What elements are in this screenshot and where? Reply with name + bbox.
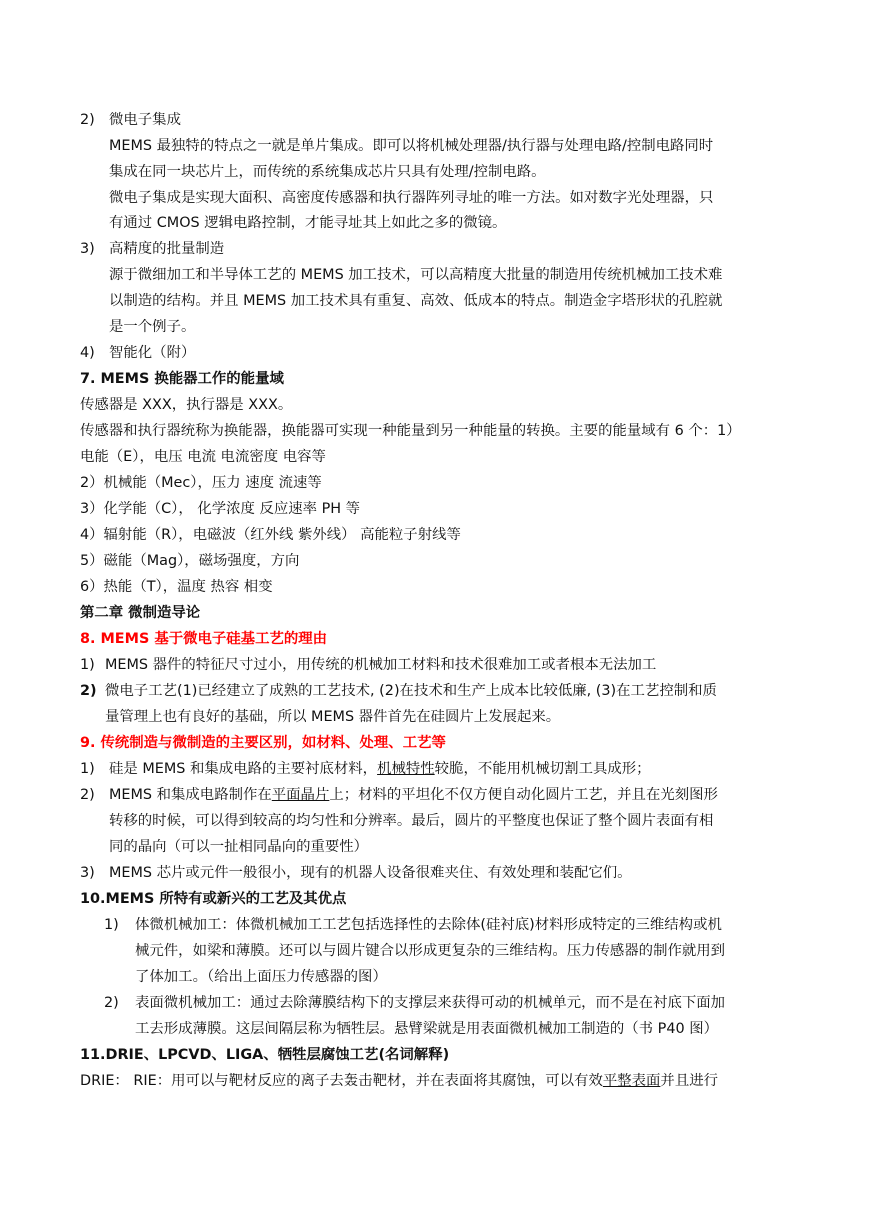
- paragraph-line: 了体加工。（给出上面压力传感器的图）: [135, 969, 387, 985]
- item-number: 1): [104, 917, 119, 933]
- section-heading-9: 9. 传统制造与微制造的主要区别，如材料、处理、工艺等: [80, 735, 446, 751]
- paragraph-line: 以制造的结构。并且 MEMS 加工技术具有重复、高效、低成本的特点。制造金字塔形状的孔腔就: [109, 293, 723, 309]
- item-number: 1): [80, 761, 95, 777]
- paragraph-line: MEMS 器件的特征尺寸过小，用传统的机械加工材料和技术很难加工或者根本无法加工: [105, 657, 657, 673]
- text-run: 较脆，不能用机械切割工具成形；: [434, 761, 651, 777]
- paragraph-line: 转移的时候，可以得到较高的均匀性和分辨率。最后，圆片的平整度也保证了整个圆片表面有相: [109, 813, 714, 829]
- paragraph-line: [109, 759, 651, 779]
- item-number: 4): [80, 345, 95, 361]
- section-heading-10: 10.MEMS 所特有或新兴的工艺及其优点: [80, 891, 347, 907]
- item-title: 高精度的批量制造: [109, 241, 225, 257]
- item-number: 2): [80, 787, 95, 803]
- paragraph-line: MEMS 最独特的特点之一就是单片集成。即可以将机械处理器/执行器与处理电路/控制电路同时: [109, 138, 714, 154]
- text-run: 并且进行: [660, 1073, 718, 1089]
- item-number: 2): [80, 112, 95, 128]
- item-title: 微电子集成: [109, 112, 181, 128]
- paragraph-line: MEMS 芯片或元件一般很小，现有的机器人设备很难夹住、有效处理和装配它们。: [109, 865, 632, 881]
- section-heading-11: 11.DRIE、LPCVD、LIGA、牺牲层腐蚀工艺(名词解释): [80, 1047, 450, 1063]
- section-heading-7: 7. MEMS 换能器工作的能量域: [80, 371, 284, 387]
- text-run: DRIE： RIE：用可以与靶材反应的离子去轰击靶材，并在表面将其腐蚀，可以有效: [80, 1073, 603, 1089]
- paragraph-line: [80, 1071, 718, 1091]
- item-number: 3): [80, 865, 95, 881]
- paragraph-line: 6）热能（T），温度 热容 相变: [80, 579, 273, 595]
- paragraph-line: 表面微机械加工：通过去除薄膜结构下的支撑层来获得可动的机械单元，而不是在衬底下面加: [135, 995, 726, 1011]
- item-title: 智能化（附）: [109, 345, 196, 361]
- underlined-text: 机械特性: [377, 761, 435, 777]
- paragraph-line: 3）化学能（C）， 化学浓度 反应速率 PH 等: [80, 501, 361, 517]
- section-heading-8: 8. MEMS 基于微电子硅基工艺的理由: [80, 631, 328, 647]
- item-number: 1): [80, 657, 95, 673]
- underlined-text: 平面晶片: [271, 787, 330, 803]
- paragraph-line: 有通过 CMOS 逻辑电路控制，才能寻址其上如此之多的微镜。: [109, 215, 507, 231]
- paragraph-line: 2）机械能（Mec），压力 速度 流速等: [80, 475, 322, 491]
- paragraph-line: 传感器是 XXX，执行器是 XXX。: [80, 397, 293, 413]
- paragraph-line: 微电子集成是实现大面积、高密度传感器和执行器阵列寻址的唯一方法。如对数字光处理器，只: [109, 190, 714, 206]
- text-run: 上；材料的平坦化不仅方便自动化圆片工艺，并且在光刻图形: [329, 787, 718, 803]
- paragraph-line: 同的晶向（可以一扯相同晶向的重要性）: [109, 839, 369, 855]
- text-run: MEMS 和集成电路制作在: [109, 787, 272, 803]
- paragraph-line: 电能（E），电压 电流 电流密度 电容等: [80, 449, 326, 465]
- paragraph-line: 工去形成薄膜。这层间隔层称为牺牲层。悬臂梁就是用表面微机械加工制造的（书 P40 图）: [135, 1021, 718, 1037]
- paragraph-line: 传感器和执行器统称为换能器，换能器可实现一种能量到另一种能量的转换。主要的能量域有 6 个：1）: [80, 423, 741, 439]
- paragraph-line: 4）辐射能（R），电磁波（红外线 紫外线） 高能粒子射线等: [80, 527, 461, 543]
- paragraph-line: 源于微细加工和半导体工艺的 MEMS 加工技术，可以高精度大批量的制造用传统机械加工技术难: [109, 267, 723, 283]
- paragraph-line: 5）磁能（Mag），磁场强度，方向: [80, 553, 300, 569]
- chapter-heading: 第二章 微制造导论: [80, 605, 201, 621]
- item-number: 2): [80, 683, 97, 699]
- paragraph-line: 集成在同一块芯片上，而传统的系统集成芯片只具有处理/控制电路。: [109, 164, 546, 180]
- paragraph-line: 械元件，如梁和薄膜。还可以与圆片键合以形成更复杂的三维结构。压力传感器的制作就用到: [135, 943, 726, 959]
- underlined-text: 平整表面: [602, 1073, 661, 1089]
- paragraph-line: 体微机械加工：体微机械加工工艺包括选择性的去除体(硅衬底)材料形成特定的三维结构或机: [135, 917, 722, 933]
- item-number: 2): [104, 995, 119, 1011]
- text-run: 硅是 MEMS 和集成电路的主要衬底材料，: [109, 761, 378, 777]
- paragraph-line: 微电子工艺(1)已经建立了成熟的工艺技术, (2)在技术和生产上成本比较低廉, (3)在工艺控制和质: [105, 683, 717, 699]
- paragraph-line: 是一个例子。: [109, 319, 196, 335]
- paragraph-line: 量管理上也有良好的基础，所以 MEMS 器件首先在硅圆片上发展起来。: [105, 709, 561, 725]
- paragraph-line: [109, 785, 718, 805]
- item-number: 3): [80, 241, 95, 257]
